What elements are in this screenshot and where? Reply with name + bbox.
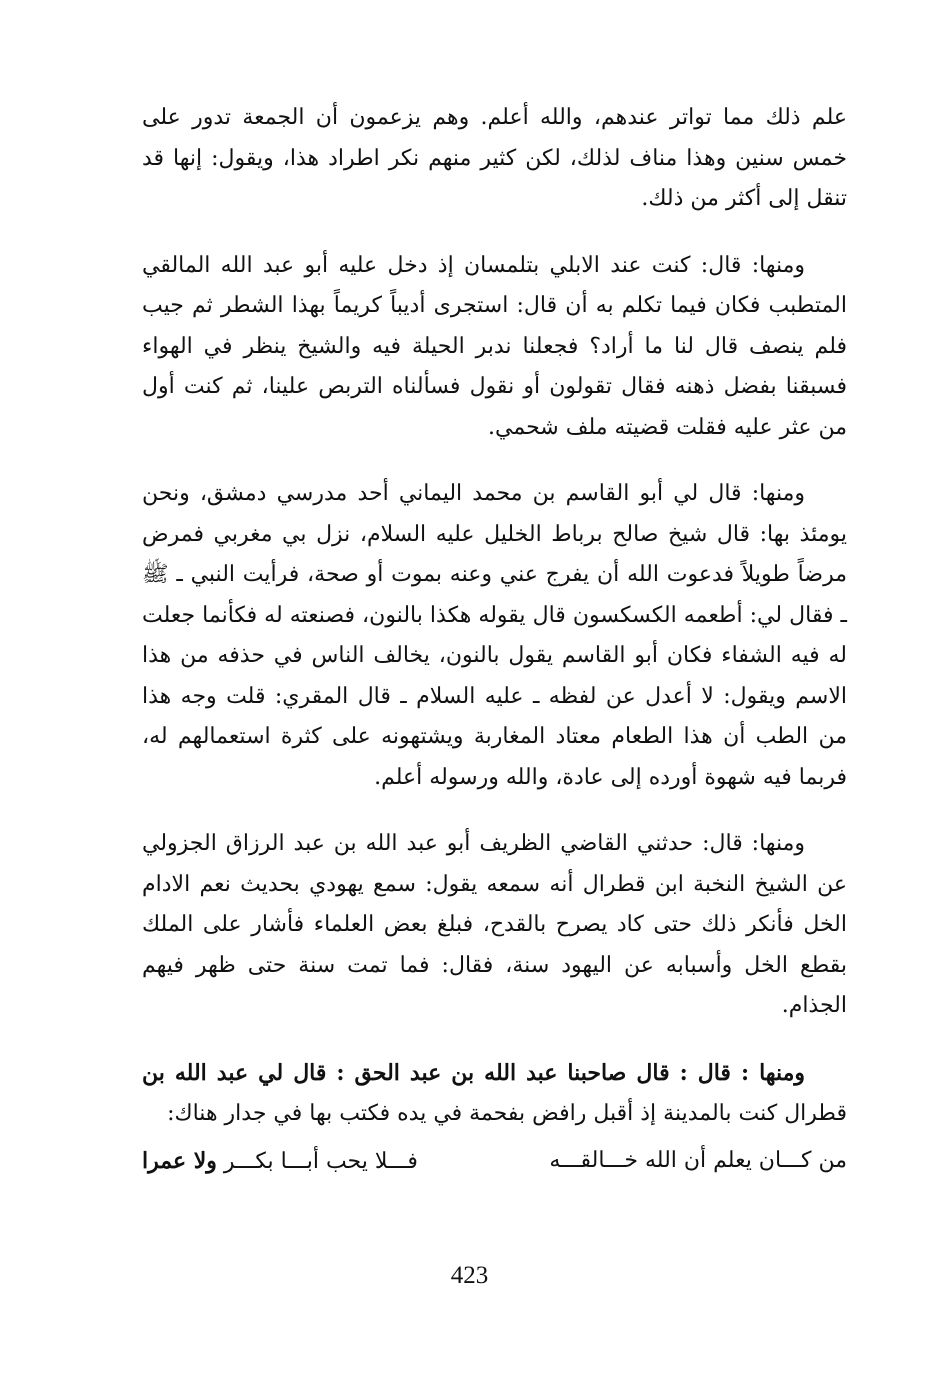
verse-first-hemistich: من كـــان يعلم أن الله خـــالقـــه — [549, 1147, 847, 1173]
poem-verse — [142, 1141, 847, 1183]
verse-second-bold: ولا عمرا — [142, 1147, 217, 1174]
paragraph-5 — [142, 1053, 847, 1135]
verse-second-hemistich — [142, 1141, 418, 1183]
page-body — [142, 98, 847, 1182]
page-number: 423 — [450, 1262, 489, 1289]
paragraph-5-bold-lead: ومنها : قال : قال صاحبنا عبد الله بن عبد الحق : قال لي عبد الله بن — [142, 1059, 805, 1086]
paragraph-1: علم ذلك مما تواتر عندهم، والله أعلم. وهم يزعمون أن الجمعة تدور على خمس سنين وهذا مناف لذلك، لكن كثير منهم نكر اطراد هذا، ويقول: إنها قد تنقل إلى أكثر من ذلك. — [142, 105, 847, 211]
paragraph-4: ومنها: قال: حدثني القاضي الظريف أبو عبد الله بن عبد الرزاق الجزولي عن الشيخ النخبة ابن قطرال أنه سمعه يقول: سمع يهودي بحديث نعم الادام الخل فأنكر ذلك حتى كاد يصرح بالقدح، فبلغ بعض العلماء فأشار على الملك بقطع الخل وأسبابه عن اليهود سنة، فقال: فما تمت سنة حتى ظهر فيهم الجذام. — [142, 831, 847, 1018]
paragraph-3: ومنها: قال لي أبو القاسم بن محمد اليماني أحد مدرسي دمشق، ونحن يومئذ بها: قال شيخ صالح برباط الخليل عليه السلام، نزل بي مغربي فمرض مرضاً طويلاً فدعوت الله أن يفرج عني وعنه بموت أو صحة، فرأيت النبي ـ ﷺ ـ فقال لي: أطعمه الكسكسون قال يقوله هكذا بالنون، فصنعته له فكأنما جعلت له فيه الشفاء فكان أبو القاسم يقول بالنون، يخالف الناس في حذفه من هذا الاسم ويقول: لا أعدل عن لفظه ـ عليه السلام ـ قال المقري: قلت وجه هذا من الطب أن هذا الطعام معتاد المغاربة ويشتهونه على كثرة استعمالهم له، فربما فيه شهوة أورده إلى عادة، والله ورسوله أعلم. — [142, 481, 847, 790]
paragraph-5-rest: قطرال كنت بالمدينة إذ أقبل رافض بفحمة في يده فكتب بها في جدار هناك: — [167, 1101, 847, 1126]
paragraph-2: ومنها: قال: كنت عند الابلي بتلمسان إذ دخل عليه أبو عبد الله المالقي المتطبب فكان فيما تكلم به أن قال: استجرى أديباً كريماً بهذا الشطر ثم جيب فلم ينصف قال لنا ما أراد؟ فجعلنا ندبر الحيلة فيه والشيخ ينظر في الهواء فسبقنا بفضل ذهنه فقال تقولون أو نقول فسألناه التربص علينا، ثم كنت أول من عثر عليه فقلت قضيته ملف شحمي. — [142, 252, 848, 440]
verse-second-plain: فـــلا يحب أبـــا بكـــر — [216, 1148, 418, 1174]
